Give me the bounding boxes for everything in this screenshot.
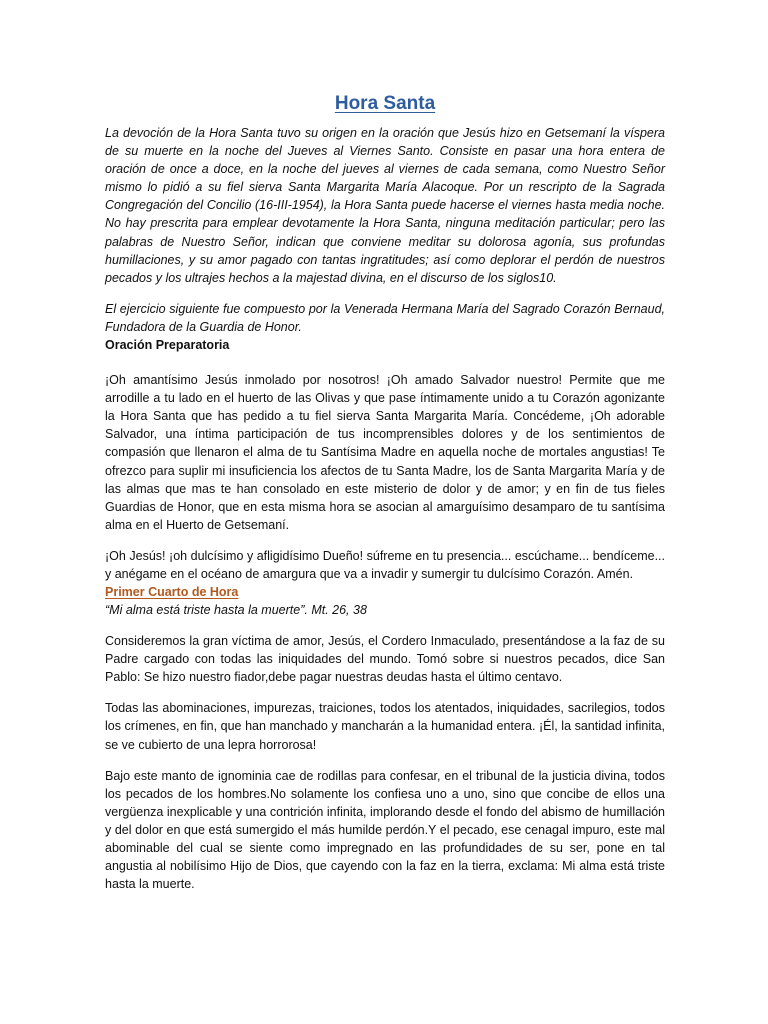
prep-paragraph-2: ¡Oh Jesús! ¡oh dulcísimo y afligidísimo Dueño! súfreme en tu presencia... escúchame... bendíceme... y anégame en el océano de amargura que va a invadir y sumergir tu dulcísimo Corazón. Amén. xyxy=(105,548,665,581)
section-heading: Primer Cuarto de Hora xyxy=(105,585,239,600)
prep-heading: Oración Preparatoria xyxy=(105,338,230,353)
section-paragraph-2: Todas las abominaciones, impurezas, traiciones, todos los atentados, iniquidades, sacrilegios, todos los crímenes, en fin, que han manchado y mancharán a la humanidad entera. ¡Él, la santidad infinita, se ve cubierto de una lepra horrorosa! xyxy=(105,701,665,752)
intro-paragraph-2: El ejercicio siguiente fue compuesto por la Venerada Hermana María del Sagrado Corazón Bernaud, Fundadora de la Guardia de Honor. xyxy=(105,301,665,334)
page-title: Hora Santa xyxy=(334,93,436,114)
section-paragraph-1: Consideremos la gran víctima de amor, Jesús, el Cordero Inmaculado, presentándose a la faz de su Padre cargado con todas las iniquidades del mundo. Tomó sobre si nuestros pecados, dice San Pablo: Se hizo nuestro fiador,debe pagar nuestras deudas hasta el último centavo. xyxy=(105,634,665,685)
intro-paragraph-1: La devoción de la Hora Santa tuvo su origen en la oración que Jesús hizo en Getsemaní la víspera de su muerte en la noche del Jueves al Viernes Santo. Consiste en pasar una hora entera de oración de once a doce, en la noche del jueves al viernes de cada semana, como Nuestro Señor mismo lo pidió a su fiel sierva Santa Margarita María Alacoque. Por un rescripto de la Sagrada Congregación del Concilio (16-III-1954), la Hora Santa puede hacerse el viernes hasta media noche. No hay prescrita para emplear devotamente la Hora Santa, ninguna meditación particular; pero las palabras de Nuestro Señor, indican que conviene meditar su dolorosa agonía, sus profundas humillaciones, y su amor pagado con tantas ingratitudes; así como deplorar el perdón de nuestros pecados y los ultrajes hechos a la majestad divina, en el discurso de los siglos10. xyxy=(105,126,665,285)
section-paragraph-3: Bajo este manto de ignominia cae de rodillas para confesar, en el tribunal de la justicia divina, todos los pecados de los hombres.No solamente los confiesa uno a uno, sino que concibe de ellos una vergüenza inexplicable y una contrición infinita, implorando desde el fondo del abismo de humillación y del dolor en que está sumergido el más humilde perdón.Y el pecado, ese cenagal impuro, este mal abominable del cual se siente como impregnado en las profundidades de su ser, pone en tal angustia al nobilísimo Hijo de Dios, que cayendo con la faz en la tierra, exclama: Mi alma está triste hasta la muerte. xyxy=(105,768,665,892)
section-quote: “Mi alma está triste hasta la muerte”. Mt. 26, 38 xyxy=(105,603,367,618)
prep-paragraph-1: ¡Oh amantísimo Jesús inmolado por nosotros! ¡Oh amado Salvador nuestro! Permite que me arrodille a tu lado en el huerto de las Olivas y que pase íntimamente unido a tu Corazón agonizante la Hora Santa que has pedido a tu fiel sierva Santa Margarita María. Concédeme, ¡Oh adorable Salvador, una íntima participación de tus incomprensibles dolores y de los sentimientos de compasión que llenaron el alma de tu Santísima Madre en aquella noche de mortales angustias! Te ofrezco para suplir mi insuficiencia los afectos de tu Santa Madre, los de Santa Margarita María y de las almas que mas te han consolado en este misterio de dolor y de amor; y en fin de tus fieles Guardias de Honor, que en esta misma hora se asocian al amarguísimo desamparo de tu santísima alma en el Huerto de Getsemaní. xyxy=(105,373,665,532)
